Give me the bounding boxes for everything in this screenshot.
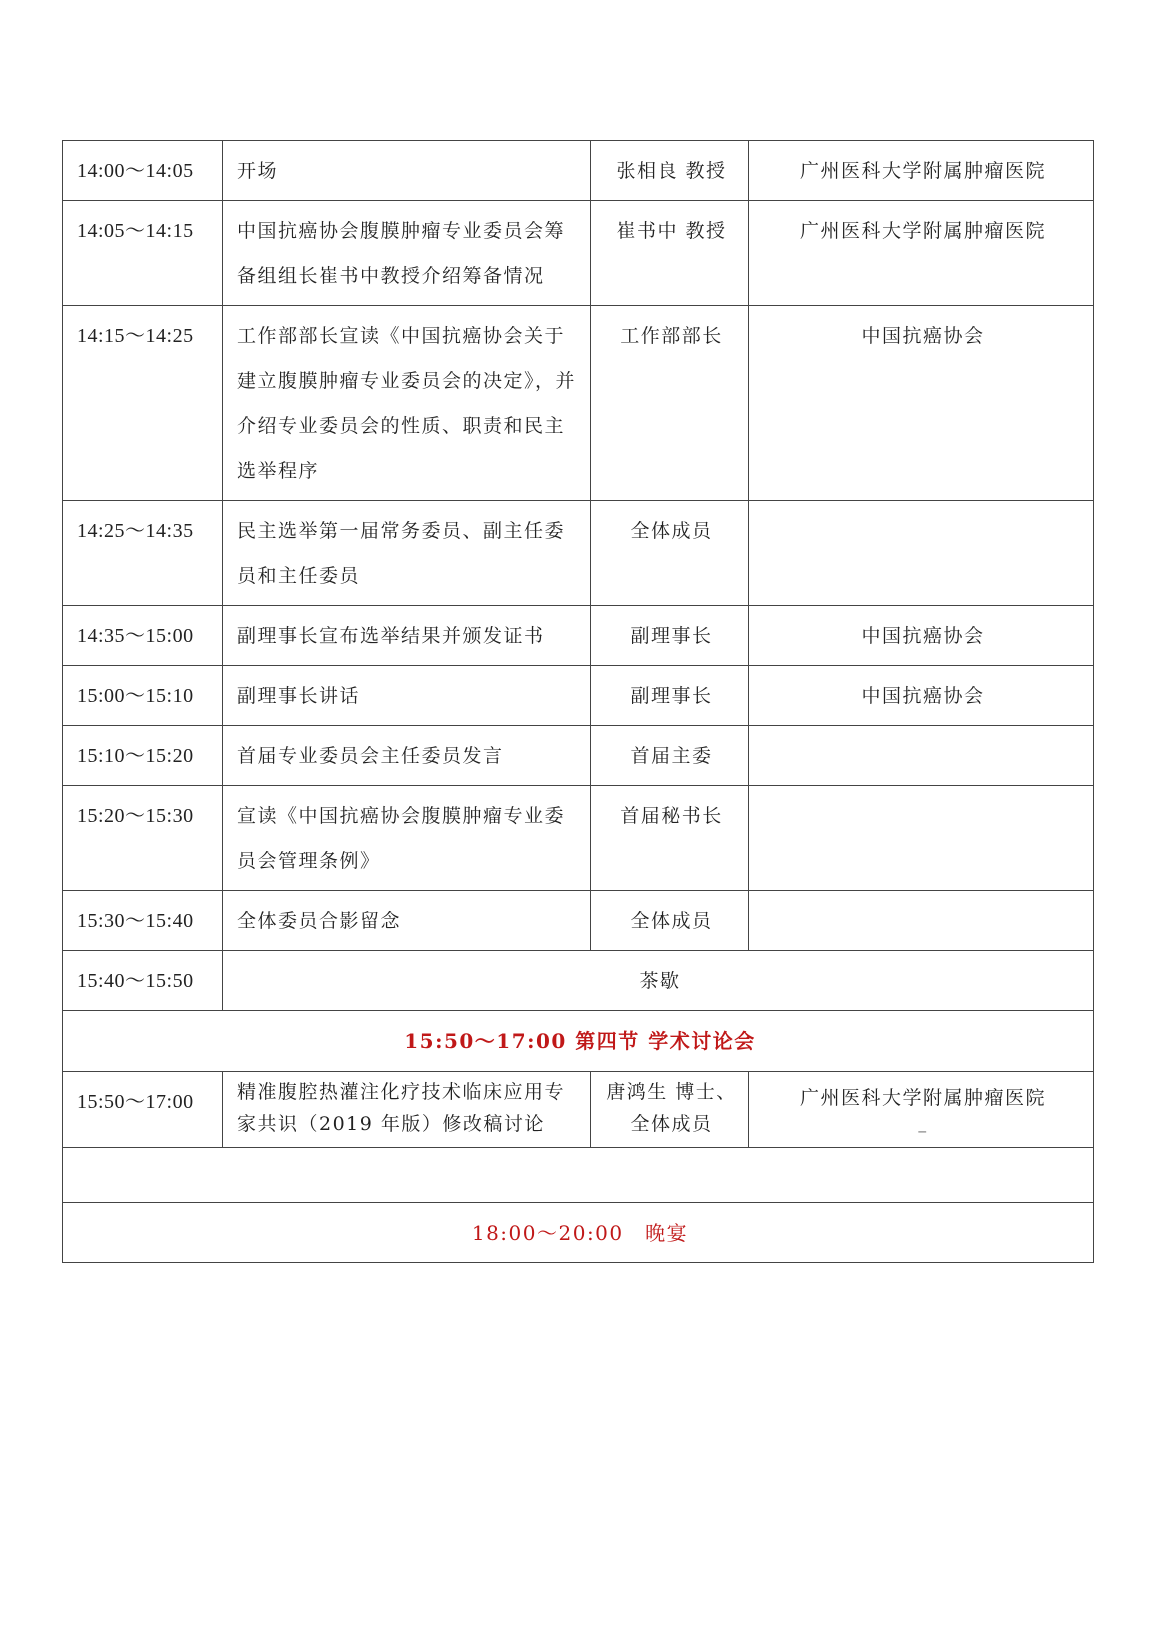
topic-cell: 宣读《中国抗癌协会腹膜肿瘤专业委员会管理条例》 bbox=[223, 786, 591, 891]
org-cell: 中国抗癌协会 bbox=[749, 606, 1094, 666]
table-row bbox=[63, 786, 1094, 891]
speaker-cell: 全体成员 bbox=[591, 501, 749, 606]
speaker-cell: 全体成员 bbox=[591, 891, 749, 951]
time-cell: 14:25～14:35 bbox=[63, 501, 223, 606]
speaker-cell: 崔书中 教授 bbox=[591, 201, 749, 306]
time-cell: 15:10～15:20 bbox=[63, 726, 223, 786]
time-cell: 14:00～14:05 bbox=[63, 141, 223, 201]
dinner-title: 18:00～20:00 晚宴 bbox=[63, 1203, 1094, 1263]
org-cell: 广州医科大学附属肿瘤医院 bbox=[749, 141, 1094, 201]
speaker-cell: 副理事长 bbox=[591, 606, 749, 666]
topic-cell: 副理事长讲话 bbox=[223, 666, 591, 726]
table-row bbox=[63, 201, 1094, 306]
topic-cell: 全体委员合影留念 bbox=[223, 891, 591, 951]
break-row bbox=[63, 951, 1094, 1011]
topic-cell: 首届专业委员会主任委员发言 bbox=[223, 726, 591, 786]
speaker-cell: 张相良 教授 bbox=[591, 141, 749, 201]
tea-break-cell: 茶歇 bbox=[223, 951, 1094, 1011]
org-cell: 中国抗癌协会 bbox=[749, 306, 1094, 501]
time-cell: 14:35～15:00 bbox=[63, 606, 223, 666]
table-row bbox=[63, 606, 1094, 666]
time-cell: 15:50～17:00 bbox=[63, 1072, 223, 1148]
org-cell bbox=[749, 891, 1094, 951]
time-cell: 15:20～15:30 bbox=[63, 786, 223, 891]
org-cell bbox=[749, 1072, 1094, 1148]
time-cell: 15:40～15:50 bbox=[63, 951, 223, 1011]
table-row bbox=[63, 891, 1094, 951]
speaker-cell: 工作部部长 bbox=[591, 306, 749, 501]
table-row bbox=[63, 306, 1094, 501]
agenda-table bbox=[62, 140, 1094, 1263]
topic-cell: 民主选举第一届常务委员、副主任委员和主任委员 bbox=[223, 501, 591, 606]
time-cell: 15:00～15:10 bbox=[63, 666, 223, 726]
section-4-title: 15:50～17:00 第四节 学术讨论会 bbox=[63, 1011, 1094, 1072]
topic-cell: 工作部部长宣读《中国抗癌协会关于建立腹膜肿瘤专业委员会的决定》，并介绍专业委员会的性质、职责和民主选举程序 bbox=[223, 306, 591, 501]
org-cell bbox=[749, 726, 1094, 786]
table-row bbox=[63, 141, 1094, 201]
table-row bbox=[63, 501, 1094, 606]
time-cell: 14:15～14:25 bbox=[63, 306, 223, 501]
topic-cell: 副理事长宣布选举结果并颁发证书 bbox=[223, 606, 591, 666]
speaker-cell bbox=[591, 1072, 749, 1148]
org-cell: 中国抗癌协会 bbox=[749, 666, 1094, 726]
org-dash: – bbox=[917, 1120, 929, 1142]
speaker-cell: 副理事长 bbox=[591, 666, 749, 726]
empty-row bbox=[63, 1148, 1094, 1203]
speaker-line-1: 唐鸿生 博士、 bbox=[606, 1081, 737, 1103]
speaker-line-2: 全体成员 bbox=[630, 1113, 713, 1135]
table-row bbox=[63, 1072, 1094, 1148]
topic-cell: 中国抗癌协会腹膜肿瘤专业委员会筹备组组长崔书中教授介绍筹备情况 bbox=[223, 201, 591, 306]
section-header-row bbox=[63, 1011, 1094, 1072]
topic-cell: 精准腹腔热灌注化疗技术临床应用专家共识（2019 年版）修改稿讨论 bbox=[223, 1072, 591, 1148]
dinner-row bbox=[63, 1203, 1094, 1263]
speaker-cell: 首届秘书长 bbox=[591, 786, 749, 891]
org-cell: 广州医科大学附属肿瘤医院 bbox=[749, 201, 1094, 306]
table-row bbox=[63, 666, 1094, 726]
empty-cell bbox=[63, 1148, 1094, 1203]
topic-cell: 开场 bbox=[223, 141, 591, 201]
org-cell bbox=[749, 501, 1094, 606]
org-cell bbox=[749, 786, 1094, 891]
org-name: 广州医科大学附属肿瘤医院 bbox=[799, 1087, 1046, 1109]
speaker-cell: 首届主委 bbox=[591, 726, 749, 786]
table-row bbox=[63, 726, 1094, 786]
time-cell: 15:30～15:40 bbox=[63, 891, 223, 951]
time-cell: 14:05～14:15 bbox=[63, 201, 223, 306]
